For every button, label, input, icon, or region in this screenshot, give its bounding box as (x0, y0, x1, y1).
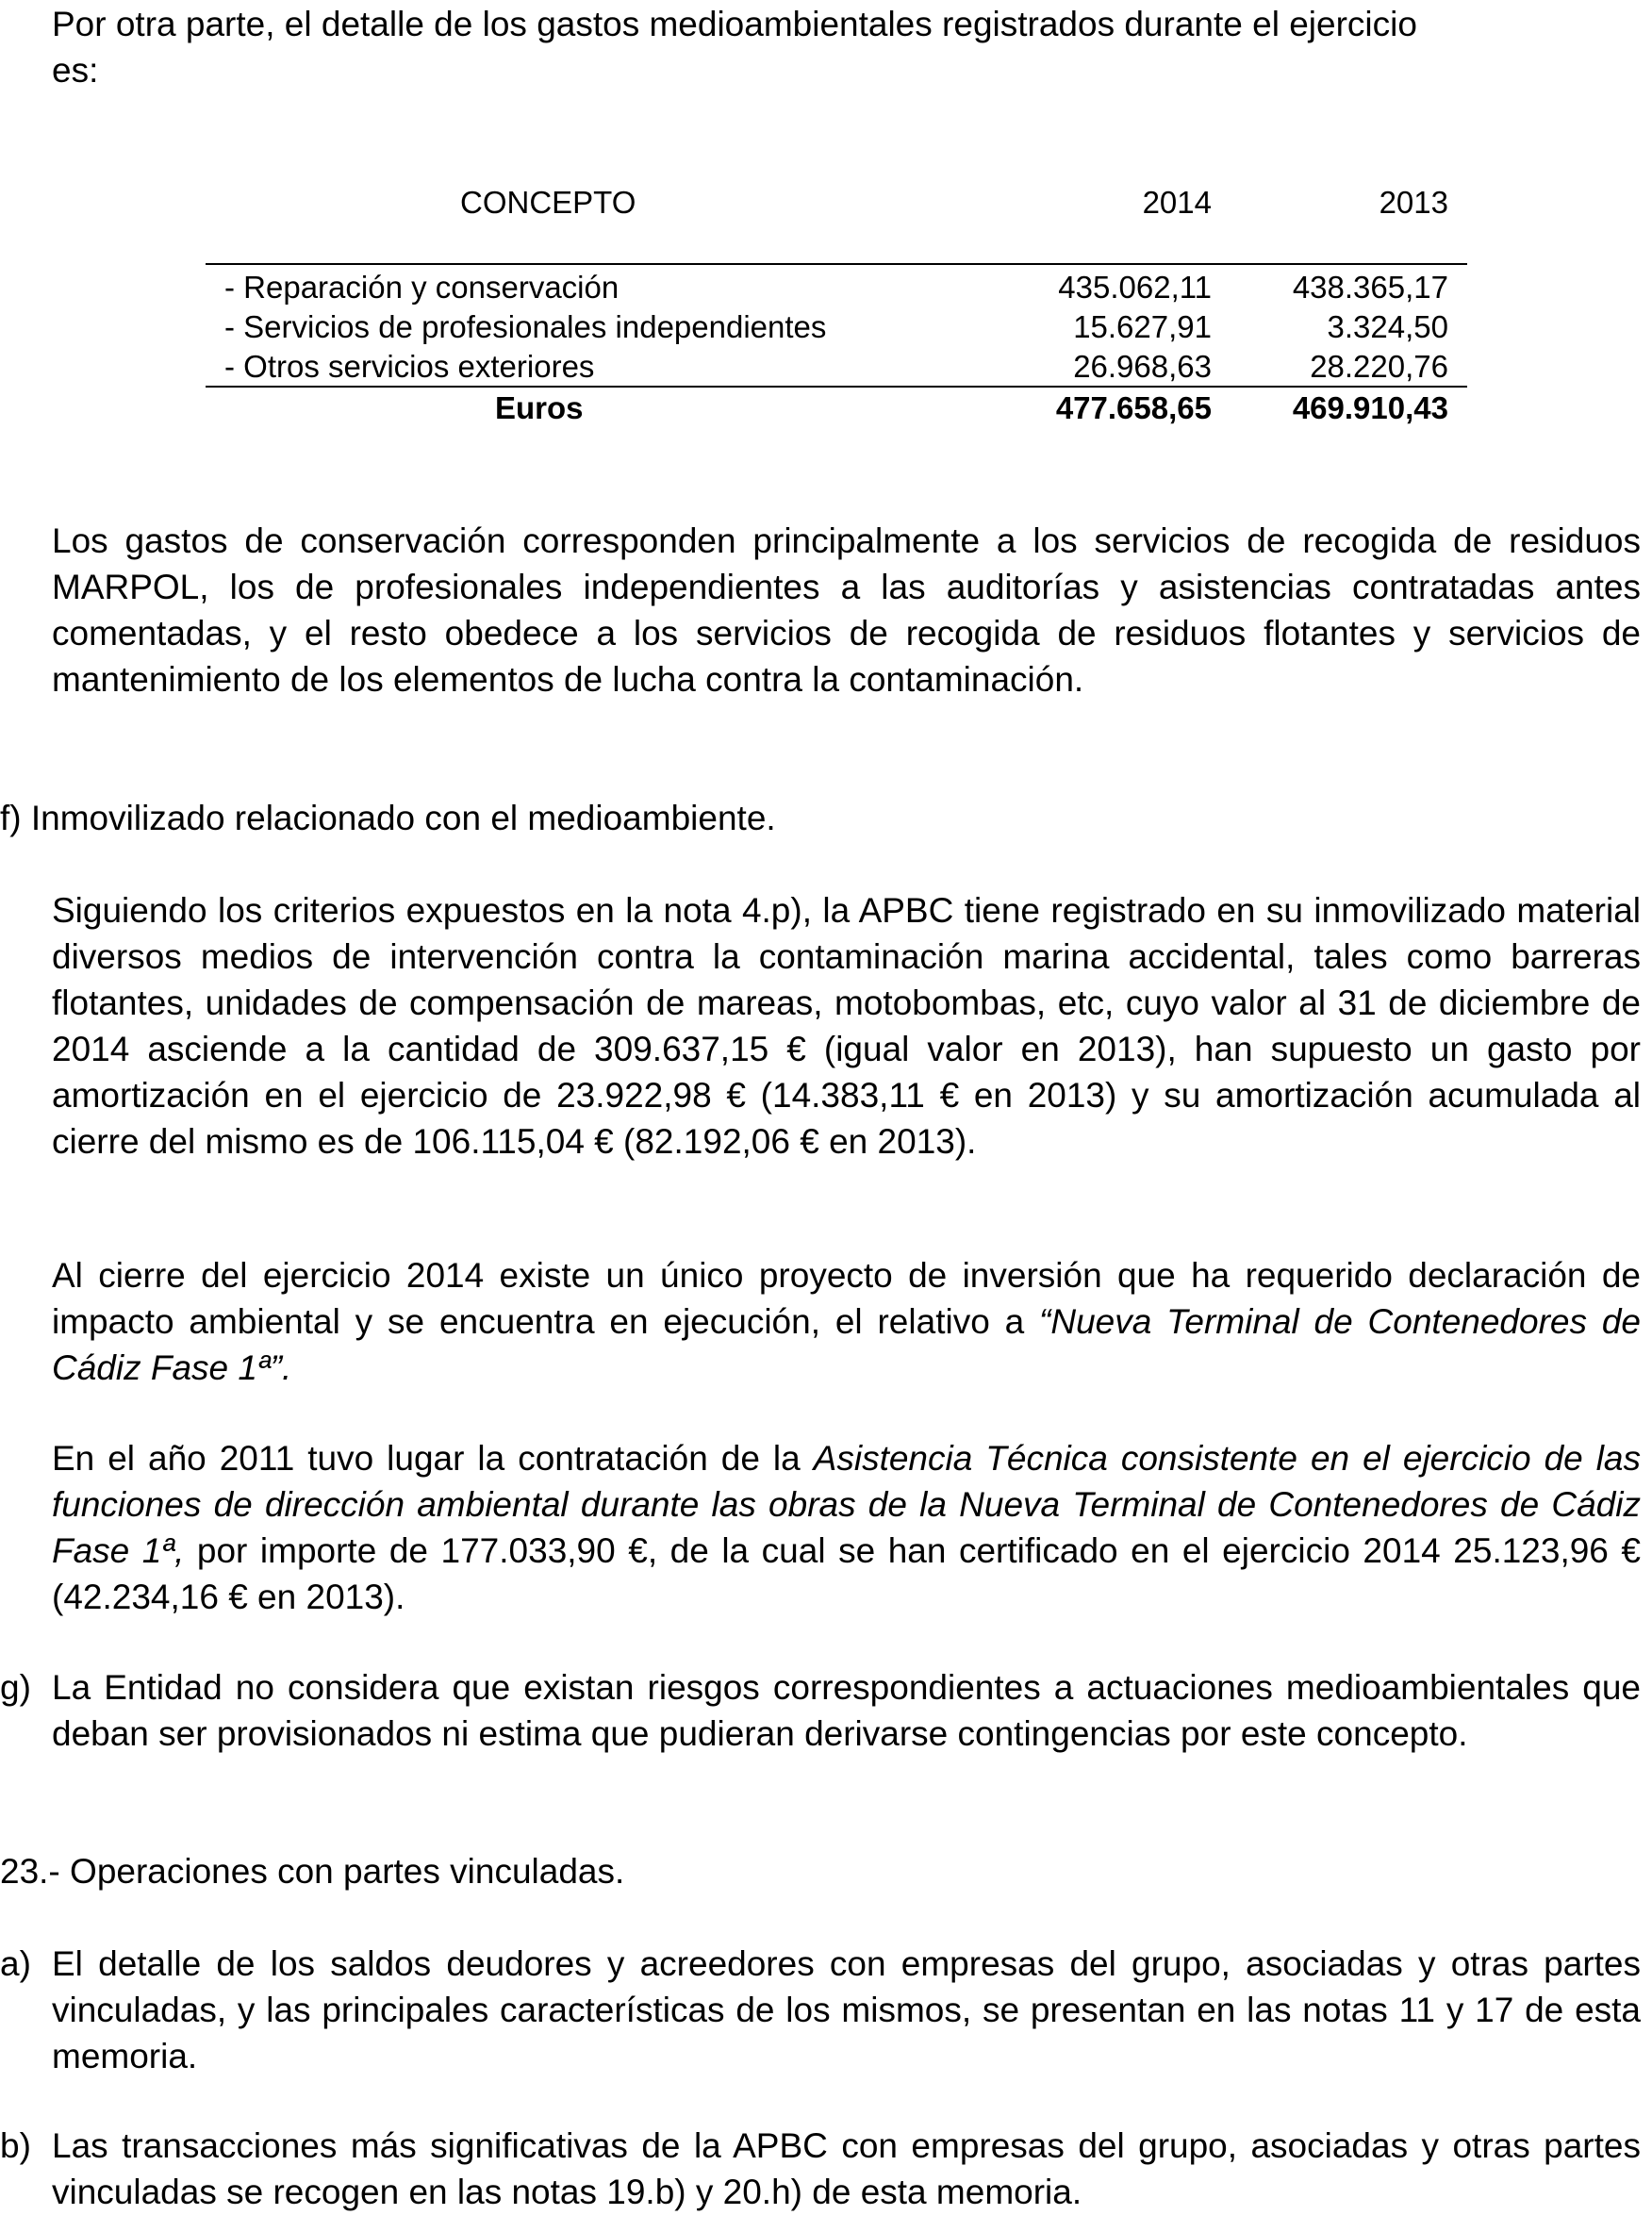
intro-paragraph (52, 1, 1641, 93)
section-g (0, 1664, 1641, 1757)
intro-line-1: Por otra parte, el detalle de los gastos medioambientales registrados durante el ejercicio (52, 5, 1417, 43)
table-top-rule (206, 263, 1467, 265)
cell-2013: 3.324,50 (1327, 309, 1448, 344)
section-f-paragraph-3-contract: Asistencia Técnica consistente en el ejercicio de las funciones de dirección ambiental durante las obras de la Nueva Terminal de Contenedores de Cádiz Fase 1ª, (52, 1439, 1641, 1570)
section-23-item-b (0, 2123, 1641, 2215)
table-header (206, 181, 1467, 228)
intro-line-2: es: (52, 51, 99, 90)
table-total-row (206, 388, 1467, 427)
total-label: Euros (495, 390, 584, 425)
section-f-paragraph-3 (52, 1435, 1641, 1620)
table-row (206, 306, 1467, 346)
cell-concept: - Servicios de profesionales independientes (224, 309, 827, 344)
cell-2014: 26.968,63 (1073, 349, 1212, 384)
cell-concept: - Reparación y conservación (224, 270, 620, 305)
section-23-heading: 23.- Operaciones con partes vinculadas. (0, 1852, 625, 1891)
total-2013: 469.910,43 (1292, 390, 1448, 425)
section-f-paragraph-3-text-b: por importe de 177.033,90 €, de la cual se han certificado en el ejercicio 2014 25.123,96 € (42.234,16 € en 2013). (52, 1531, 1642, 1616)
section-f-paragraph-1: Siguiendo los criterios expuestos en la nota 4.p), la APBC tiene registrado en su inmovilizado material diversos medios de intervención contra la contaminación marina accidental, tales como barreras flotantes, unidades de compensación de mareas, motobombas, etc, cuyo valor al 31 de diciembre de 2014 asciende a la cantidad de 309.637,15 € (igual valor en 2013), han supuesto un gasto por amortización en el ejercicio de 23.922,98 € (14.383,11 € en 2013) y su amortización acumulada al cierre del mismo es de 106.115,04 € (82.192,06 € en 2013). (52, 891, 1641, 1161)
item-b-marker: b) (0, 2126, 31, 2165)
expenses-table (206, 181, 1467, 425)
section-f-paragraph-2-project: “Nueva Terminal de Contenedores de Cádiz Fase 1ª”. (52, 1302, 1641, 1387)
cell-2014: 15.627,91 (1073, 309, 1212, 344)
item-a-marker: a) (0, 1944, 31, 1983)
table-body (206, 267, 1467, 427)
section-g-text: La Entidad no considera que existan riesgos correspondientes a actuaciones medioambientales que deban ser provisionados ni estima que pudieran derivarse contingencias por este concepto. (52, 1668, 1641, 1753)
table-row (206, 267, 1467, 306)
item-b-text: Las transacciones más significativas de la APBC con empresas del grupo, asociadas y otras partes vinculadas se recogen en las notas 19.b) y 20.h) de esta memoria. (52, 2126, 1641, 2211)
header-concept: CONCEPTO (460, 185, 636, 220)
section-f-heading: f) Inmovilizado relacionado con el medioambiente. (0, 799, 776, 837)
table-row (206, 346, 1467, 386)
expenses-explanation-paragraph: Los gastos de conservación corresponden principalmente a los servicios de recogida de residuos MARPOL, los de profesionales independientes a las auditorías y asistencias contratadas antes comentadas, y el resto obedece a los servicios de recogida de residuos flotantes y servicios de mantenimiento de los elementos de lucha contra la contaminación. (52, 521, 1641, 699)
cell-2013: 28.220,76 (1310, 349, 1448, 384)
cell-2013: 438.365,17 (1292, 270, 1448, 305)
section-g-marker: g) (0, 1668, 31, 1707)
section-23-item-a (0, 1941, 1641, 2079)
header-2013: 2013 (1379, 185, 1448, 220)
item-a-text: El detalle de los saldos deudores y acreedores con empresas del grupo, asociadas y otras partes vinculadas, y las principales características de los mismos, se presentan en las notas 11 y 17 de esta memoria. (52, 1944, 1641, 2075)
section-f-paragraph-2-text: Al cierre del ejercicio 2014 existe un único proyecto de inversión que ha requerido declaración de impacto ambiental y se encuentra en ejecución, el relativo a (52, 1256, 1641, 1341)
total-2014: 477.658,65 (1055, 390, 1212, 425)
cell-concept: - Otros servicios exteriores (224, 349, 595, 384)
cell-2014: 435.062,11 (1058, 270, 1212, 305)
section-f-paragraph-2 (52, 1252, 1641, 1391)
header-2014: 2014 (1142, 185, 1212, 220)
section-f-paragraph-3-text-a: En el año 2011 tuvo lugar la contratación de la (52, 1439, 814, 1478)
